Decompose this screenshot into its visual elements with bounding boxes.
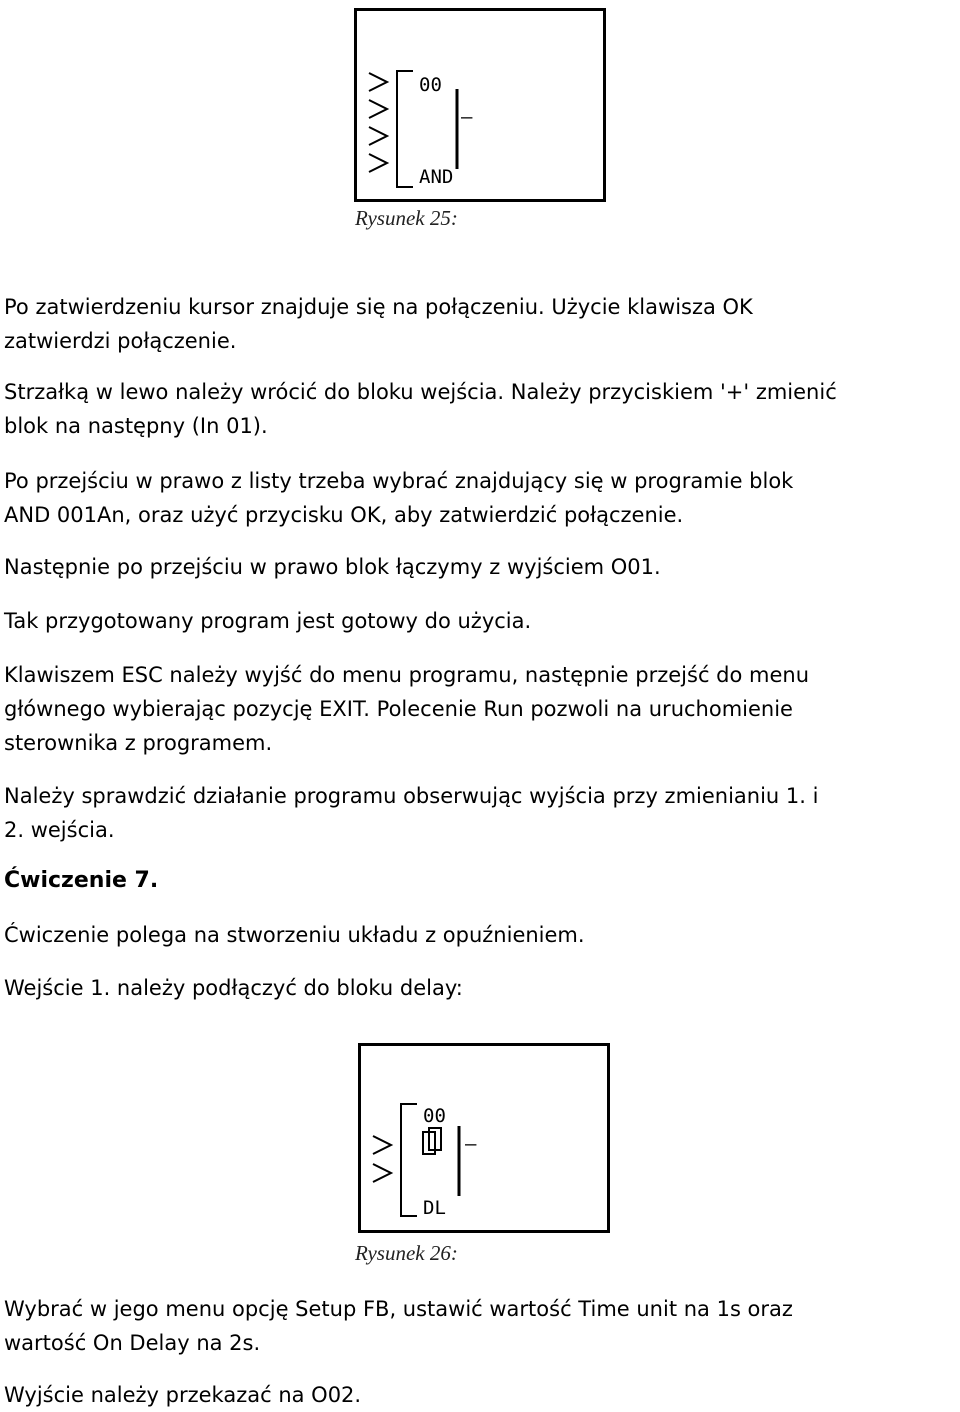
paragraph-line: Po przejściu w prawo z listy trzeba wybrać znajdujący się w programie blok [4, 469, 794, 493]
paragraph-4 [4, 550, 954, 584]
figure-25-lcd [354, 8, 606, 202]
paragraph-line: Po zatwierdzeniu kursor znajduje się na połączeniu. Użycie klawisza OK [4, 295, 753, 319]
paragraph-line: Ćwiczenie polega na stworzeniu układu z opuźnieniem. [4, 923, 585, 947]
block-bracket [397, 71, 413, 187]
paragraph-line: zatwierdzi połączenie. [4, 329, 237, 353]
paragraph-10 [4, 1292, 954, 1360]
paragraph-11 [4, 1378, 954, 1412]
paragraph-line: AND 001An, oraz użyć przycisku OK, aby zatwierdzić połączenie. [4, 503, 684, 527]
figure-25-drawing [357, 11, 603, 199]
output-mark: – [465, 1133, 477, 1155]
paragraph-8 [4, 918, 954, 952]
paragraph-line: Wejście 1. należy podłączyć do bloku delay: [4, 976, 463, 1000]
output-mark: – [461, 106, 473, 128]
paragraph-3 [4, 464, 954, 532]
figure-26-lcd [358, 1043, 610, 1233]
input-chevrons [373, 1136, 391, 1182]
paragraph-9 [4, 971, 954, 1005]
cursor-block-icon [423, 1128, 441, 1154]
paragraph-line: Następnie po przejściu w prawo blok łączymy z wyjściem O01. [4, 555, 661, 579]
paragraph-line: sterownika z programem. [4, 731, 273, 755]
paragraph-2 [4, 375, 954, 443]
paragraph-line: Klawiszem ESC należy wyjść do menu programu, następnie przejść do menu [4, 663, 810, 687]
paragraph-line: blok na następny (In 01). [4, 414, 268, 438]
paragraph-line: wartość On Delay na 2s. [4, 1331, 261, 1355]
paragraph-line: Tak przygotowany program jest gotowy do użycia. [4, 609, 532, 633]
input-chevron-icon [369, 127, 387, 145]
input-chevron-icon [369, 73, 387, 91]
paragraph-1 [4, 290, 954, 358]
paragraph-line: Wyjście należy przekazać na O02. [4, 1383, 362, 1407]
paragraph-7 [4, 779, 954, 847]
input-chevron-icon [373, 1136, 391, 1154]
block-number: 00 [423, 1105, 446, 1127]
block-number: 00 [419, 74, 442, 96]
block-type-label: AND [419, 166, 454, 188]
figure-26-drawing [361, 1046, 607, 1230]
paragraph-5 [4, 604, 954, 638]
paragraph-6 [4, 658, 954, 760]
figure-26-caption: Rysunek 26: [355, 1241, 458, 1265]
input-chevron-icon [369, 100, 387, 118]
input-chevron-icon [369, 154, 387, 172]
input-chevron-icon [373, 1164, 391, 1182]
paragraph-line: Strzałką w lewo należy wrócić do bloku wejścia. Należy przyciskiem '+' zmienić [4, 380, 837, 404]
input-chevrons [369, 73, 387, 172]
paragraph-line: Należy sprawdzić działanie programu obserwując wyjścia przy zmienianiu 1. i [4, 784, 819, 808]
block-type-label: DL [423, 1197, 446, 1219]
paragraph-line: Wybrać w jego menu opcję Setup FB, ustawić wartość Time unit na 1s oraz [4, 1297, 793, 1321]
block-bracket [401, 1104, 417, 1216]
exercise-heading: Ćwiczenie 7. [4, 868, 159, 893]
paragraph-line: 2. wejścia. [4, 818, 115, 842]
paragraph-line: głównego wybierając pozycję EXIT. Polecenie Run pozwoli na uruchomienie [4, 697, 793, 721]
figure-25-caption: Rysunek 25: [355, 206, 458, 230]
